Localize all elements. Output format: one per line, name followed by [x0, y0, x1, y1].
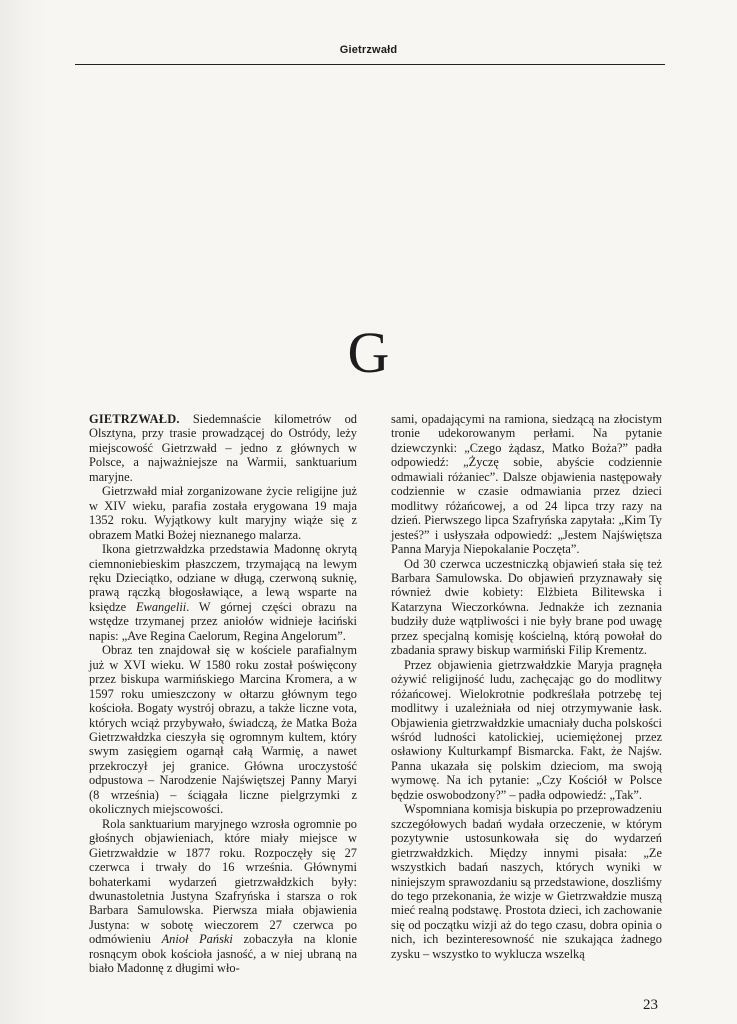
paragraph — [89, 817, 357, 976]
paragraph-text: Rola sanktuarium maryjnego wzrosła ogromnie po głośnych objawieniach, które miały miejsce w Gietrzwałdzie w 1877 roku. Rozpoczęły się 27 czerwca i trwały do 16 września. Głównymi bohaterkami wydarzeń gietrzwałdzkich były: dwunastoletnia Justyna Szafryńska i starsza o rok Barbara Samulowska. Pierwsza miała objawienia Justyna: w sobotę wieczorem 27 czerwca po odmówieniu — [89, 816, 357, 947]
paragraph — [89, 542, 357, 643]
section-letter: G — [347, 320, 390, 385]
page-binding-shadow — [0, 0, 48, 1024]
paragraph: Od 30 czerwca uczestniczką objawień stała się też Barbara Samulowska. Do objawień przyznawały się również dwie kobiety: Elżbieta Bilitewska i Katarzyna Wieczorkówna. Jednakże ich zeznania budziły duże wątpliwości i nie były brane pod uwagę przez specjalną komisję kościelną, którą powołał do zbadania sprawy biskup warmiński Filip Krementz. — [391, 556, 662, 658]
entry-intro-text: Siedemnaście kilometrów od Olsztyna, przy trasie prowadzącej do Ostródy, leży miejscowość Gietrzwałd – jedno z głównych w Polsce, a najważniejsze na Warmii, sanktuarium maryjne. — [89, 412, 357, 484]
paragraph-text: zobaczyła na klonie rosnącym obok kościoła jasność, a w niej ubraną na biało Madonnę z długimi wło- — [89, 932, 357, 976]
paragraph-text: . W górnej części obrazu na wstędze trzymanej przez aniołów widnieje łaciński napis: „Ave Regina Caelorum, Regina Angelorum”. — [89, 599, 357, 643]
paragraph-text: Ikona gietrzwałdzka przedstawia Madonnę okrytą ciemnoniebieskim płaszczem, trzymającą na lewym ręku Dzieciątko, odziane w długą, czerwoną suknię, prawą rączką błogosławiące, a lewą wsparte na księdze — [89, 542, 357, 614]
italic-title: Anioł Pański — [161, 932, 233, 947]
paragraph: sami, opadającymi na ramiona, siedzącą na złocistym tronie udekorowanym perłami. Na pytanie dziewczynki: „Czego żądasz, Matko Boża?” padła odpowiedź: „Życzę sobie, abyście codziennie odmawiali różaniec”. Dalsze objawienia następowały codziennie w czasie odmawiania przez dzieci modlitwy różańcowej, a od 24 lipca trzy razy na dzień. Pierwszego lipca Szafryńska zapytała: „Kim Ty jesteś?” i usłyszała odpowiedź: „Jestem Najświętsza Panna Maryja Niepokalanie Poczęta”. — [391, 412, 662, 557]
italic-title: Ewangelii — [135, 599, 187, 614]
header-rule — [75, 64, 665, 65]
entry-intro-paragraph — [89, 412, 357, 484]
paragraph: Przez objawienia gietrzwałdzkie Maryja pragnęła ożywić religijność ludu, zachęcając go do modlitwy różańcowej. Wielokrotnie podkreślała potrzebę tej modlitwy i uzależniała od niej otrzymywanie łask. Objawienia gietrzwałdzkie umacniały ducha polskości wśród ludności katolickiej, uciemiężonej przez osławiony Kulturkampf Bismarcka. Fakt, że Najśw. Panna ukazała się polskim dzieciom, ma swoją wymowę. Na ich pytanie: „Czy Kościół w Polsce będzie oswobodzony?” – padła odpowiedź: „Tak”. — [391, 657, 662, 802]
paragraph: Gietrzwałd miał zorganizowane życie religijne już w XIV wieku, parafia została erygowana 19 maja 1352 roku. Wyjątkowy kult maryjny wiąże się z obrazem Matki Bożej nieznanego malarza. — [89, 484, 357, 542]
page-number: 23 — [643, 997, 658, 1013]
left-column — [89, 412, 357, 976]
paragraph: Wspomniana komisja biskupia po przeprowadzeniu szczegółowych badań wydała orzeczenie, w którym pozytywnie ustosunkowała się do wydarzeń gietrzwałdzkich. Między innymi pisała: „Ze wszystkich badań naszych, których wyniki w niniejszym sprawozdaniu są przedstawione, doszliśmy do tego przekonania, że wizje w Gietrzwałdzie muszą mieć realną podstawę. Prostota dzieci, ich zachowanie się od początku wizji aż do tego czasu, dobra opinia o nich, ich bezinteresowność nie szukająca żadnego zysku – wszystko to wyklucza wszelką — [391, 802, 662, 961]
running-header: Gietrzwałd — [339, 44, 398, 56]
entry-headword: GIETRZWAŁD. — [89, 412, 180, 426]
right-column — [391, 412, 662, 961]
paragraph: Obraz ten znajdował się w kościele parafialnym już w XVI wieku. W 1580 roku został poświęcony przez biskupa warmińskiego Marcina Kromera, a w 1597 roku umieszczony w ołtarzu głównym tego kościoła. Bogaty wystrój obrazu, a także liczne vota, których wciąż przybywało, świadczą, że Matka Boża Gietrzwałdzka cieszyła się ogromnym kultem, który swym zasięgiem ogarnął całą Warmię, a nawet przekroczył jej granice. Główna uroczystość odpustowa – Narodzenie Najświętszej Panny Maryi (8 września) – ściągała liczne pielgrzymki z okolicznych miejscowości. — [89, 643, 357, 817]
